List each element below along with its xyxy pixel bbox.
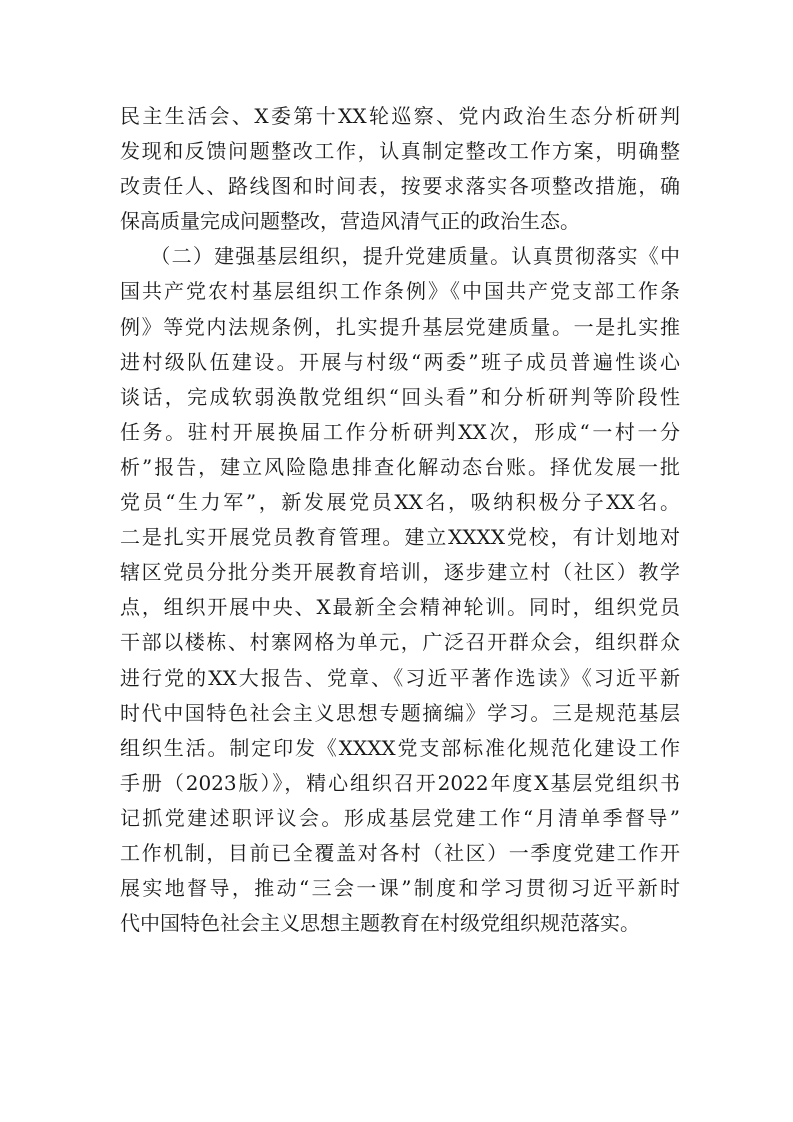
text-line: 点，组织开展中央、X最新全会精神轮训。同时，组织党员 bbox=[120, 595, 680, 620]
text-line: 手册（2023版）》，精心组织召开2022年度X基层党组织书 bbox=[120, 770, 680, 795]
text-line: 党员“生力军”，新发展党员XX名，吸纳积极分子XX名。 bbox=[120, 490, 680, 515]
section-heading-line: （二）建强基层组织，提升党建质量。认真贯彻落实《中 bbox=[120, 244, 680, 269]
text-line: 干部以楼栋、村寨网格为单元，广泛召开群众会，组织群众 bbox=[120, 630, 680, 655]
text-line: 工作机制，目前已全覆盖对各村（社区）一季度党建工作开 bbox=[120, 840, 680, 865]
text-line: 代中国特色社会主义思想主题教育在村级党组织规范落实。 bbox=[120, 911, 640, 936]
text-line: 例》等党内法规条例，扎实提升基层党建质量。一是扎实推 bbox=[120, 314, 680, 339]
text-line: 发现和反馈问题整改工作，认真制定整改工作方案，明确整 bbox=[120, 139, 680, 164]
text-line: 辖区党员分批分类开展教育培训，逐步建立村（社区）教学 bbox=[120, 560, 680, 585]
text-line: 谈话，完成软弱涣散党组织“回头看”和分析研判等阶段性 bbox=[120, 384, 680, 409]
text-line: 国共产党农村基层组织工作条例》《中国共产党支部工作条 bbox=[120, 279, 680, 304]
text-line: 进村级队伍建设。开展与村级“两委”班子成员普遍性谈心 bbox=[120, 349, 680, 374]
text-line: 二是扎实开展党员教育管理。建立XXXX党校，有计划地对 bbox=[120, 525, 680, 550]
text-line: 时代中国特色社会主义思想专题摘编》学习。三是规范基层 bbox=[120, 700, 680, 725]
text-line: 组织生活。制定印发《XXXX党支部标准化规范化建设工作 bbox=[120, 735, 680, 760]
text-line: 析”报告，建立风险隐患排查化解动态台账。择优发展一批 bbox=[120, 454, 680, 479]
body-text bbox=[120, 99, 680, 941]
text-line: 进行党的XX大报告、党章、《习近平著作选读》《习近平新 bbox=[120, 665, 680, 690]
text-line: 展实地督导，推动“三会一课”制度和学习贯彻习近平新时 bbox=[120, 876, 680, 901]
text-line: 民主生活会、X委第十XX轮巡察、党内政治生态分析研判 bbox=[120, 104, 680, 128]
text-line: 保高质量完成问题整改，营造风清气正的政治生态。 bbox=[120, 209, 580, 234]
text-line: 任务。驻村开展换届工作分析研判XX次，形成“一村一分 bbox=[120, 419, 680, 444]
text-line: 改责任人、路线图和时间表，按要求落实各项整改措施，确 bbox=[120, 174, 680, 199]
text-line: 记抓党建述职评议会。形成基层党建工作“月清单季督导” bbox=[120, 805, 680, 830]
